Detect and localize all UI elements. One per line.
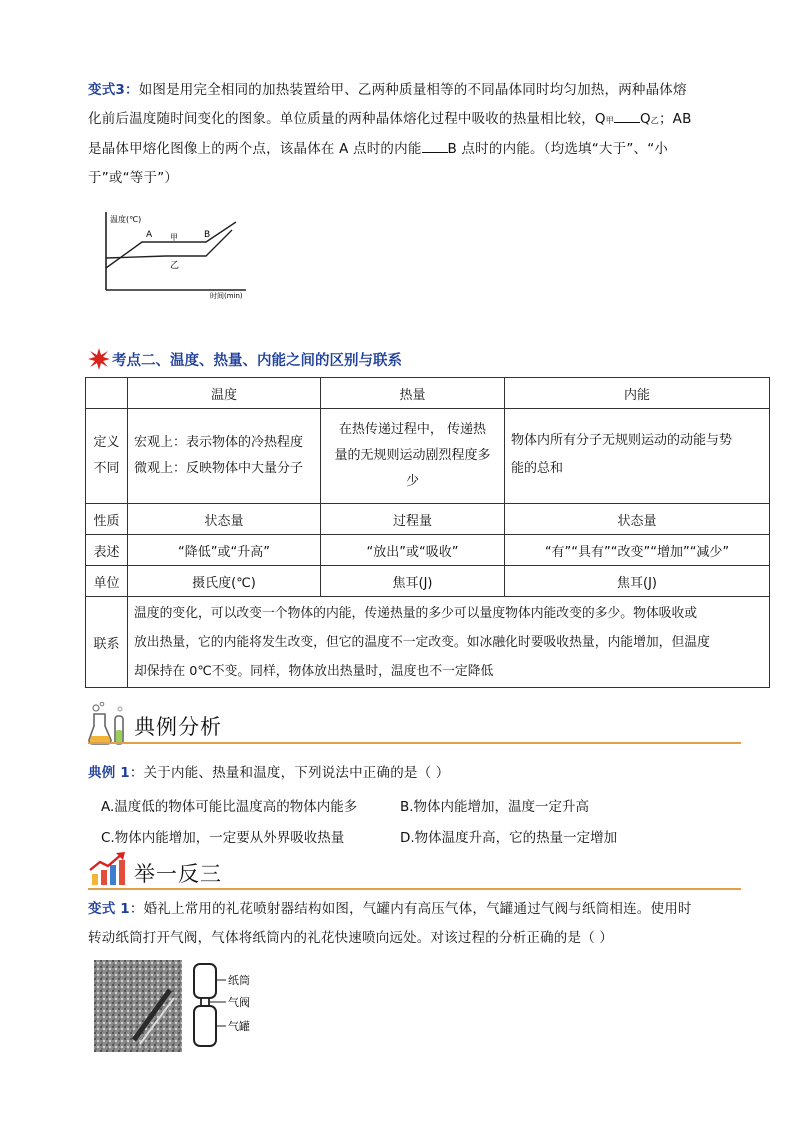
section2-title: 考点二、温度、热量、内能之间的区别与联系	[112, 352, 402, 369]
valve-shape	[201, 998, 209, 1006]
melting-graph	[96, 208, 256, 300]
example1-option-c[interactable]: C.物体内能增加，一定要从外界吸收热量	[101, 830, 345, 846]
row-label: 单位	[86, 566, 128, 597]
point-b: B	[204, 230, 211, 240]
cell-internal-energy: 状态量	[505, 504, 770, 535]
practice-heading: 举一反三	[134, 862, 222, 886]
label-yi: 乙	[170, 261, 180, 271]
table-row	[86, 535, 770, 566]
graph-xlabel: 时间(min)	[210, 292, 243, 300]
device-diagram	[186, 960, 266, 1052]
label-jia: 甲	[170, 233, 178, 242]
example1-option-d[interactable]: D.物体温度升高，它的热量一定增加	[400, 830, 618, 846]
cell-def-heat: 在热传递过程中， 传递热 量的无规则运动剧烈程度多 少	[321, 409, 505, 504]
cell-heat: “放出”或“吸收”	[321, 535, 505, 566]
cell-heat: 焦耳(J)	[321, 566, 505, 597]
cell-temperature: “降低”或“升高”	[128, 535, 321, 566]
point-a: A	[146, 230, 153, 240]
practice-heading-rule	[88, 888, 741, 890]
table-row-relation	[86, 597, 770, 688]
table-header-row	[86, 378, 770, 409]
examples-heading-rule	[88, 742, 741, 744]
cell-relation: 温度的变化，可以改变一个物体的内能，传递热量的多少可以量度物体内能改变的多少。物体吸收或 放出热量，它的内能将发生改变，但它的温度不一定改变。如冰融化时要吸收热量，内能增加，但温度 却保持在 0℃不变。同样，物体放出热量时，温度也不一定降低	[128, 597, 770, 688]
cell-def-temperature: 宏观上：表示物体的冷热程度 微观上：反映物体中大量分子	[128, 409, 321, 504]
example1-option-a[interactable]: A.温度低的物体可能比温度高的物体内能多	[101, 799, 358, 815]
variant1-label: 变式 1	[88, 901, 130, 917]
cell-internal-energy: 焦耳(J)	[505, 566, 770, 597]
cell-temperature: 状态量	[128, 504, 321, 535]
comparison-table	[85, 377, 770, 688]
header-cell-temperature: 温度	[128, 378, 321, 409]
graph-ylabel: 温度(℃)	[110, 215, 142, 224]
table-row	[86, 504, 770, 535]
example1-option-b[interactable]: B.物体内能增加，温度一定升高	[400, 799, 590, 815]
lab-flask-icon	[88, 702, 128, 746]
label-gas-tank: 气罐	[228, 1020, 250, 1033]
gas-tank-shape	[194, 1006, 216, 1046]
table-row-definition	[86, 409, 770, 504]
bar-chart-trend-icon	[88, 852, 128, 886]
variant3-label: 变式3	[88, 82, 125, 98]
section2-heading	[88, 348, 402, 370]
device-photo	[94, 960, 182, 1052]
table-row	[86, 566, 770, 597]
examples-heading: 典例分析	[134, 715, 222, 739]
cell-heat: 过程量	[321, 504, 505, 535]
header-cell-heat: 热量	[321, 378, 505, 409]
variant1-question: 变式 1：婚礼上常用的礼花喷射器结构如图，气罐内有高压气体，气罐通过气阀与纸筒相连。使用时 转动纸筒打开气阀，气体将纸筒内的礼花快速喷向远处。对该过程的分析正确的是（ ）	[88, 901, 692, 946]
variant3-question	[88, 76, 788, 193]
row-label-definition: 定义 不同	[86, 409, 128, 504]
cell-def-internal-energy: 物体内所有分子无规则运动的动能与势 能的总和	[505, 409, 770, 504]
label-paper-tube: 纸筒	[228, 974, 250, 987]
variant3-line2: 化前后温度随时间变化的图象。单位质量的两种晶体熔化过程中吸收的热量相比较，Q甲 Q乙；AB	[88, 111, 692, 127]
answer-blank-1[interactable]	[614, 110, 640, 123]
cell-temperature: 摄氏度(℃)	[128, 566, 321, 597]
answer-blank-2[interactable]	[422, 140, 448, 153]
cell-internal-energy: “有”“具有”“改变”“增加”“减少”	[505, 535, 770, 566]
row-label-relation: 联系	[86, 597, 128, 688]
variant3-line4: 于”或“等于”）	[88, 170, 179, 186]
example1-label: 典例 1	[88, 765, 130, 781]
variant3-line3: 是晶体甲熔化图像上的两个点，该晶体在 A 点时的内能 B 点时的内能。（均选填“大于”、“小	[88, 141, 669, 157]
label-valve: 气阀	[228, 996, 250, 1009]
starburst-icon	[88, 348, 110, 370]
header-cell	[86, 378, 128, 409]
row-label: 表述	[86, 535, 128, 566]
row-label: 性质	[86, 504, 128, 535]
header-cell-internal-energy: 内能	[505, 378, 770, 409]
variant3-line1: 变式3：如图是用完全相同的加热装置给甲、乙两种质量相等的不同晶体同时均匀加热，两种晶体熔	[88, 82, 687, 98]
example1-question: 典例 1：关于内能、热量和温度，下列说法中正确的是（ ）	[88, 765, 450, 781]
paper-tube-shape	[194, 964, 216, 998]
